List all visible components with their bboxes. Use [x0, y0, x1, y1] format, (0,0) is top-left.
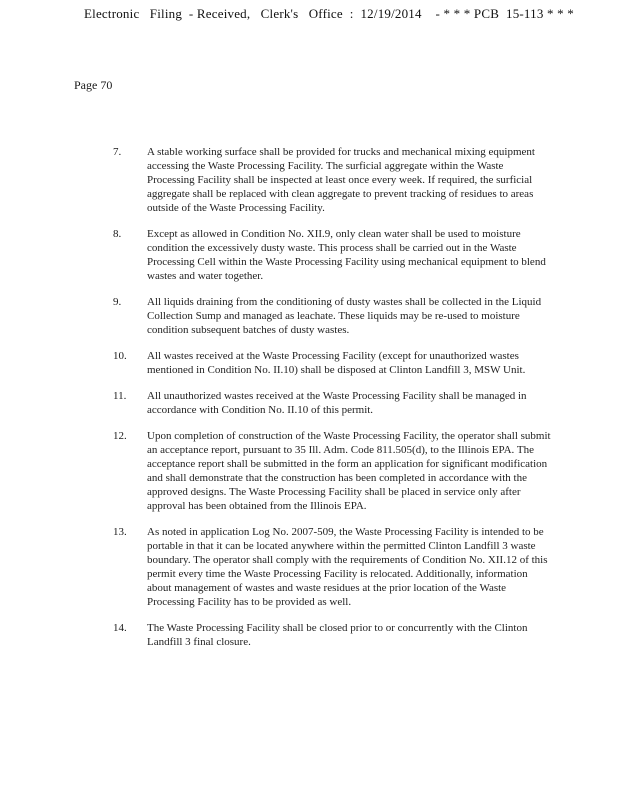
page-number: Page 70 — [74, 78, 113, 92]
condition-number: 9. — [113, 296, 122, 308]
condition-item-14 — [113, 621, 553, 649]
condition-item-10 — [113, 349, 553, 377]
condition-text: Except as allowed in Condition No. XII.9, only clean water shall be used to moisture condition the excessively dusty waste. This process shall be carried out in the Waste Processing Cell within the Waste Processing Facility using mechanical equipment to blend wastes and water together. — [147, 228, 546, 282]
condition-text: As noted in application Log No. 2007-509, the Waste Processing Facility is intended to be portable in that it can be located anywhere within the permitted Clinton Landfill 3 waste boundary. The operator shall comply with the requirements of Condition No. XII.12 of this permit every time the Waste Processing Facility is relocated. Additionally, information about management of wastes and waste residues at the prior location of the Waste Processing Facility has to be provided as well. — [147, 526, 548, 608]
condition-number: 7. — [113, 146, 122, 158]
condition-text: The Waste Processing Facility shall be closed prior to or concurrently with the Clinton Landfill 3 final closure. — [147, 622, 528, 648]
condition-text: A stable working surface shall be provided for trucks and mechanical mixing equipment accessing the Waste Processing Facility. The surficial aggregate within the Waste Processing Facility shall be inspected at least once every week. If required, the surficial aggregate shall be replaced with clean aggregate to prevent tracking of residues to areas outside of the Waste Processing Facility. — [147, 146, 535, 214]
condition-number: 8. — [113, 228, 122, 240]
condition-text: All wastes received at the Waste Processing Facility (except for unauthorized wastes mentioned in Condition No. II.10) shall be disposed at Clinton Landfill 3, MSW Unit. — [147, 350, 526, 376]
condition-number: 10. — [113, 350, 127, 362]
condition-text: Upon completion of construction of the Waste Processing Facility, the operator shall submit an acceptance report, pursuant to 35 Ill. Adm. Code 811.505(d), to the Illinois EPA. The acceptance report shall be submitted in the form an application for significant modification and shall demonstrate that the construction has been completed in accordance with the approved designs. The Waste Processing Facility shall be placed in service only after approval has been obtained from the Illinois EPA. — [147, 430, 551, 512]
condition-number: 12. — [113, 430, 127, 442]
filing-stamp-header: Electronic Filing - Received, Clerk's Office : 12/19/2014 - * * * PCB 15-113 * * * — [84, 6, 575, 21]
condition-text: All unauthorized wastes received at the Waste Processing Facility shall be managed in accordance with Condition No. II.10 of this permit. — [147, 390, 527, 416]
condition-item-13 — [113, 525, 553, 609]
condition-item-12 — [113, 429, 553, 513]
condition-text: All liquids draining from the conditioning of dusty wastes shall be collected in the Liquid Collection Sump and managed as leachate. These liquids may be re-used to moisture condition subsequent batches of dusty wastes. — [147, 296, 542, 336]
condition-item-11 — [113, 389, 553, 417]
condition-number: 11. — [113, 390, 127, 402]
condition-item-8 — [113, 227, 553, 283]
condition-item-7 — [113, 145, 553, 215]
condition-number: 14. — [113, 622, 127, 634]
condition-item-9 — [113, 295, 553, 337]
conditions-list — [113, 145, 553, 649]
condition-number: 13. — [113, 526, 127, 538]
